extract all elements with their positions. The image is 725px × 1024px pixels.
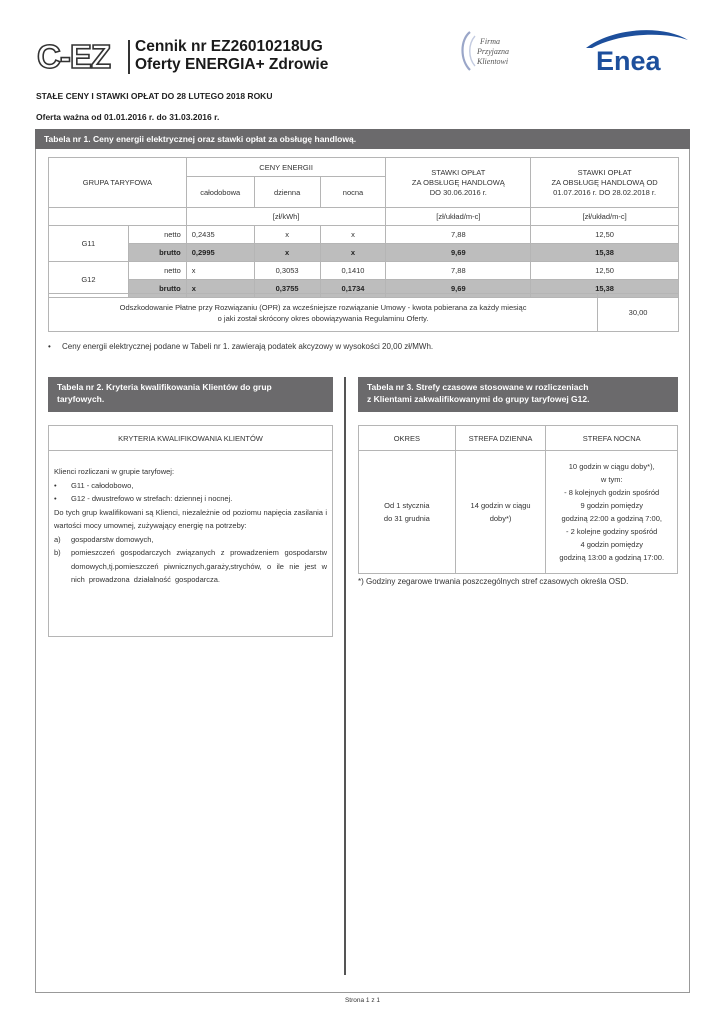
col-strefa-nocna: STREFA NOCNA xyxy=(546,426,678,451)
col-calodobowa: całodobowa xyxy=(186,177,254,208)
table-row: G11 netto 0,2435 x x 7,88 12,50 xyxy=(49,226,679,244)
criteria-table xyxy=(48,425,333,637)
unit-blank xyxy=(49,208,187,226)
enea-logo xyxy=(582,26,692,74)
stawki-header-2: STAWKI OPŁAT ZA OBSŁUGĘ HANDLOWĄ OD 01.07.2016 r. DO 28.02.2018 r. xyxy=(531,158,679,208)
unit-stawki-2: [zł/układ/m-c] xyxy=(531,208,679,226)
opr-value: 30,00 xyxy=(598,294,679,332)
title-separator xyxy=(128,40,130,74)
table3-caption: Tabela nr 3. Strefy czasowe stosowane w rozliczeniach z Klientami zakwalifikowanymi do grupy taryfowej G12. xyxy=(358,377,678,412)
c-ez-logo xyxy=(35,38,127,74)
firma-logo-word-2: Przyjazna xyxy=(477,47,509,56)
col-dzienna: dzienna xyxy=(254,177,320,208)
firma-logo-word-1: Firma xyxy=(480,37,500,46)
col-okres: OKRES xyxy=(359,426,456,451)
table-row: G12 netto x 0,3053 0,1410 7,88 12,50 xyxy=(49,262,679,280)
group-g12: G12 xyxy=(49,262,129,298)
page-number: Strona 1 z 1 xyxy=(344,997,381,1004)
opr-description: Odszkodowanie Płatne przy Rozwiązaniu (OPR) za wcześniejsze rozwiązanie Umowy - kwota pobierana za każdy miesiąc o jaki został skrócony okres obowiązywania Regulaminu Oferty. xyxy=(49,294,598,332)
stawki-header-1: STAWKI OPŁAT ZA OBSŁUGĘ HANDLOWĄ DO 30.06.2016 r. xyxy=(386,158,531,208)
column-divider xyxy=(344,377,346,975)
criteria-header: KRYTERIA KWALIFIKOWANIA KLIENTÓW xyxy=(49,426,333,451)
list-item: a) gospodarstw domowych, xyxy=(54,534,154,544)
strefa-dzienna-cell: 14 godzin w ciągu doby*) xyxy=(455,451,546,574)
firma-przyjazna-klientowi-logo xyxy=(456,28,516,74)
col-strefa-dzienna: STREFA DZIENNA xyxy=(455,426,546,451)
bullet-icon: • xyxy=(54,494,57,503)
footnote: *) Godziny zegarowe trwania poszczególnych stref czasowych określa OSD. xyxy=(358,577,629,586)
list-item: • G11 - całodobowo, xyxy=(54,479,327,493)
price-table xyxy=(48,157,679,298)
ceny-energii-header: CENY ENERGII xyxy=(186,158,386,177)
offer-validity: Oferta ważna od 01.01.2016 r. do 31.03.2016 r. xyxy=(36,112,220,122)
okres-cell: Od 1 stycznia do 31 grudnia xyxy=(359,451,456,574)
table-row: brutto x 0,3755 0,1734 9,69 15,38 xyxy=(49,280,679,298)
col-nocna: nocna xyxy=(320,177,386,208)
strefa-nocna-cell: 10 godzin w ciągu doby*), w tym: - 8 kolejnych godzin spośród 9 godzin pomiędzy godziną 22:00 a godziną 7:00, - 2 kolejne godziny spośród 4 godzin pomiędzy godziną 13:00 a godziną 17:00. xyxy=(546,451,678,574)
unit-stawki-1: [zł/układ/m-c] xyxy=(386,208,531,226)
akcyza-note: • Ceny energii elektrycznej podane w Tabeli nr 1. zawierają podatek akcyzowy w wysokości 20,00 zł/MWh. xyxy=(48,342,434,351)
opr-table xyxy=(48,293,679,332)
offer-subheading: STAŁE CENY I STAWKI OPŁAT DO 28 LUTEGO 2018 ROKU xyxy=(36,91,273,101)
unit-energy: [zł/kWh] xyxy=(186,208,386,226)
table2-caption: Tabela nr 2. Kryteria kwalifikowania Klientów do grup taryfowych. xyxy=(48,377,333,412)
grupa-taryfowa-header: GRUPA TARYFOWA xyxy=(49,158,187,208)
enea-logo-text: Enea xyxy=(596,46,661,74)
time-zones-table xyxy=(358,425,678,574)
list-item: • G12 - dwustrefowo w strefach: dziennej i nocnej. xyxy=(54,492,327,506)
list-item: b) pomieszczeń gospodarczych związanych z prowadzeniem gospodarstw domowych,tj.pomieszczeń piwnicznych,garaży,strychów, o ile nie jest w nich prowadzona działalność gospodarcza. xyxy=(54,548,327,584)
table1-caption: Tabela nr 1. Ceny energii elektrycznej oraz stawki opłat za obsługę handlową. xyxy=(35,129,690,149)
title-line-2: Oferty ENERGIA+ Zdrowie xyxy=(135,56,329,73)
group-g11: G11 xyxy=(49,226,129,262)
firma-logo-word-3: Klientowi xyxy=(477,57,509,66)
bullet-icon: • xyxy=(54,480,57,490)
bullet-icon: • xyxy=(48,342,51,351)
c-ez-logo-text: C-EZ xyxy=(37,38,110,74)
table-row: brutto 0,2995 x x 9,69 15,38 xyxy=(49,244,679,262)
criteria-body: Klienci rozliczani w grupie taryfowej: • G11 - całodobowo, • G12 - dwustrefowo w strefach: dziennej i nocnej. Do tych grup kwalifikowani są Klienci, niezależnie od poziomu napięcia zasilania i wartości mocy umownej, zużywający energię na potrzeby: a) gospodarstw domowych, b) pomieszczeń gospodarczych związanych z prowadzeniem gospodarstw domowych,tj.pomieszczeń piwnicznych,garaży,strychów, o ile nie jest w nich prowadzona działalność gospodarcza. xyxy=(49,451,333,637)
page-title xyxy=(135,38,328,74)
title-line-1: Cennik nr EZ26010218UG xyxy=(135,38,323,55)
